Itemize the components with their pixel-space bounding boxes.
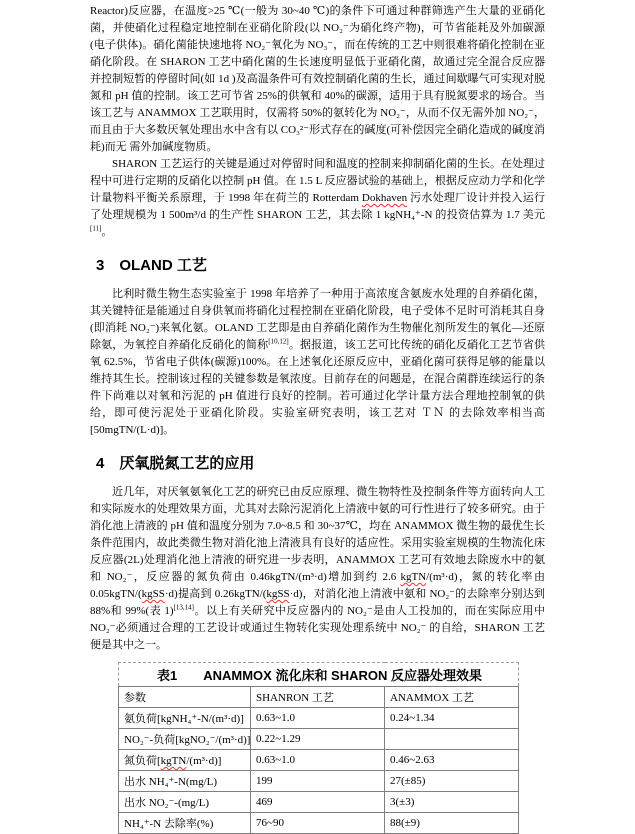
text-run: ·d)提高到 0.26kgTN/(: [164, 588, 267, 600]
table-row: [119, 771, 519, 792]
citation-ref: [11]: [90, 224, 102, 233]
citation-ref: [13,14]: [173, 603, 195, 612]
text-run: SHARON 工艺运行的关键是通过对停留时间和温度的控制来抑制硝化菌的生长。在处理过程中可进行定期的反硝化以控制 pH 值。在 1.5 L 反应器试验的基础上，根据反应动力学和化学计量物料平衡关系原理，于 1998 年在荷兰的 Rotterdam: [90, 158, 545, 204]
text-run: /(m³·d)，氮的转化率由 0.05kgTN/(: [90, 571, 545, 600]
anammox-cell: 0.46~2.63: [385, 750, 519, 771]
misspelled-word-kgtn: kgTN: [160, 755, 187, 767]
misspelled-word-kgtn: kgTN: [400, 571, 427, 583]
sharon-cell: 469: [251, 792, 385, 813]
column-header-param: 参数: [119, 687, 251, 708]
anammox-cell: 0.24~1.34: [385, 708, 519, 729]
anammox-cell: 3(±3): [385, 792, 519, 813]
param-cell: 出水 NO₂⁻-(mg/L): [119, 792, 251, 813]
text-run: 近几年，对厌氧氨氧化工艺的研究已由反应原理、微生物特性及控制条件等方面转向人工和实际废水的处理效果方面，尤其对去除污泥消化上清液中氨的可行性进行了较多研究。由于消化池上清液的 pH 值和温度分别为 7.0~8.5 和 30~37℃，均在 ANAMMOX 微生物的最优生长条件范围内，故此类微生物对消化池上清液具有良好的适应性。采用实验室规模的生物流化床反应器(2L)处理消化池上清液的研究进一步表明，ANAMMOX 工艺可有效地去除废水中的氨和 NO₂⁻，反应器的氮负荷由 0.46kgTN/(m³·d)增加到约 2.6: [90, 486, 545, 583]
table-title-row: [119, 663, 519, 687]
text-run: 。以上有关研究中反应器内的 NO₂⁻是由人工投加的，而在实际应用中 NO₂⁻必须通过合理的工艺设计或通过生物转化实现处理系统中 NO₂⁻ 的自给，SHARON 工艺便是其中之一。: [90, 605, 545, 651]
column-header-sharon: SHANRON 工艺: [251, 687, 385, 708]
sharon-cell: 0.22~1.29: [251, 729, 385, 750]
anammox-cell: 88(±9): [385, 813, 519, 834]
anammox-cell: 27(±85): [385, 771, 519, 792]
table-row: [119, 729, 519, 750]
column-header-anammox: ANAMMOX 工艺: [385, 687, 519, 708]
sharon-cell: 0.63~1.0: [251, 750, 385, 771]
table-header-row: [119, 687, 519, 708]
paragraph-sharon-reactor: Reactor)反应器，在温度>25 ℃(一般为 30~40 ℃)的条件下可通过种群筛选产生大量的亚硝化菌，并使硝化过程稳定地控制在亚硝化阶段(以 NO₂⁻为硝化终产物)，可节省能耗及外加碳源(电子供体)。硝化菌能快速地将 NO₂⁻氧化为 NO₃⁻，而在传统的工艺中则很难将硝化控制在亚硝化阶段。在 SHARON 工艺中硝化菌的生长速度明显低于亚硝化菌，故通过完全混合反应器并控制短暂的停留时间(如 1d )及高温条件可有效控制硝化菌的生长，通过间歇曝气可实现对脱氮和 pH 值的控制。该工艺可节省 25%的供氧和 40%的碳源，适用于具有脱氮要求的场合。当该工艺与 ANAMMOX 工艺联用时，仅需将 50%的氨转化为 NO₂⁻，从而不仅无需外加 NO₂⁻，而且由于大多数厌氧处理出水中含有以 CO₃²⁻形式存在的碱度(可补偿因完全硝化造成的碱度消耗)而无 需外加碱度物质。: [90, 5, 545, 153]
param-cell: NO₂⁻-负荷[kgNO₂⁻/(m³·d)]: [119, 729, 251, 750]
text-run: ·d)，对消化池上清液中氨和 NO₂⁻的去除率分别达到 88%和 99%(表 1): [90, 588, 545, 617]
sharon-cell: 76~90: [251, 813, 385, 834]
misspelled-word-kgss: kgSS: [266, 588, 290, 600]
section-heading-anaerobic-denitrification: 4 厌氧脱氮工艺的应用: [96, 455, 255, 472]
paragraph-sharon-operation: [90, 156, 545, 241]
anammox-cell: [385, 729, 519, 750]
table-row: [119, 813, 519, 834]
sharon-cell: 0.63~1.0: [251, 708, 385, 729]
text-run: 比利时微生物生态实验室于 1998 年培养了一种用于高浓度含氨废水处理的自养硝化菌，其关键特征是能通过自身供氧而将硝化过程控制在亚硝化阶段，电子受体不足时可消耗其自身(即消耗 NO₂⁻)来氧化氨。OLAND 工艺即是由自养硝化菌作为生物催化剂所发生的氧化—还原除氨，为氧控自养硝化反硝化的简称: [90, 288, 545, 351]
section-heading-oland: 3 OLAND 工艺: [96, 257, 207, 274]
text-run: 。据报道，该工艺可比传统的硝化反硝化工艺节省供氧 62.5%，节省电子供体(碳源)100%。在上述氧化还原反应中，亚硝化菌可获得足够的能量以维持其生长。控制该过程的关键参数是氧浓度。目前存在的问题是，在混合菌群连续运行的条件下尚难以对氧和污泥的 pH 值进行良好的控制。若可通过化学计量方法合理地控制氧的供给，即可使污泥处于亚硝化阶段。实验室研究表明，该工艺对 ＴＮ 的去除效率相当高[50mgTN/(L·d)]。: [90, 339, 546, 436]
table-row: [119, 750, 519, 771]
text-run: 污水处理厂设计并投入运行了处理规模为 1 500m³/d 的生产性 SHARON 工艺，其去除 1 kgNH₄⁺-N 的投资估算为 1.7 美元: [90, 192, 545, 221]
table-row: [119, 792, 519, 813]
param-cell: 氨负荷[kgNH₄⁺-N/(m³·d)]: [119, 708, 251, 729]
text-run: 氮负荷[: [124, 755, 161, 767]
paragraph-anammox-application: [90, 484, 545, 654]
text-run: 。: [101, 226, 113, 238]
text-run: /(m³·d)]: [186, 755, 222, 767]
table-1-anammox-sharon-results: [118, 662, 519, 834]
paragraph-oland: [90, 286, 545, 439]
sharon-cell: 199: [251, 771, 385, 792]
param-cell: 出水 NH₄⁺-N(mg/L): [119, 771, 251, 792]
param-cell: NH₄⁺-N 去除率(%): [119, 813, 251, 834]
table-row: [119, 708, 519, 729]
misspelled-word-dokhaven: Dokhaven: [361, 192, 408, 204]
param-cell: [119, 750, 251, 771]
table-title: 表1 ANAMMOX 流化床和 SHARON 反应器处理效果: [119, 663, 519, 687]
citation-ref: [10,12]: [268, 337, 289, 346]
misspelled-word-kgss: kgSS: [141, 588, 165, 600]
